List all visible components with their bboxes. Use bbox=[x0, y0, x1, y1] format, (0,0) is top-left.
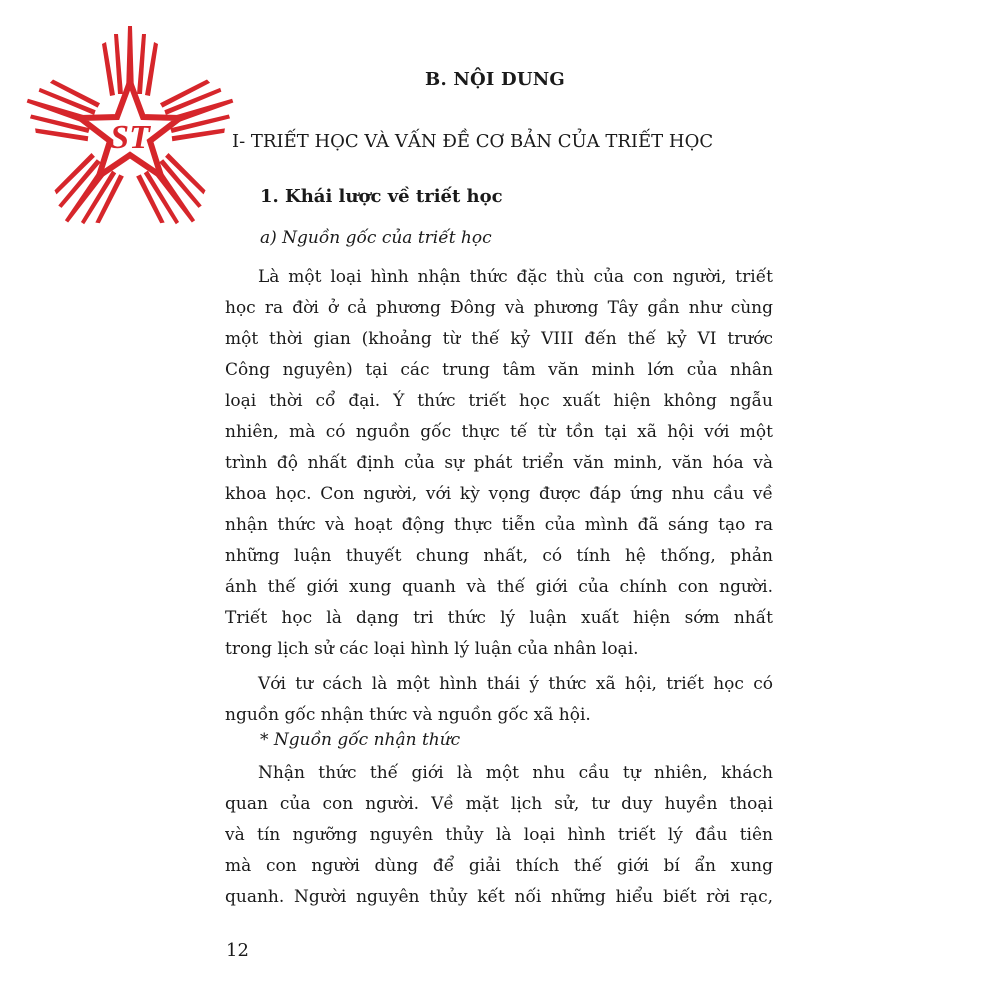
st-star-logo bbox=[18, 22, 243, 247]
paragraph-social-form bbox=[225, 669, 773, 731]
paragraph-cognitive-origin bbox=[225, 758, 773, 913]
text-line: Với tư cách là một hình thái ý thức xã hội, triết học có bbox=[258, 674, 773, 694]
text-line: những luận thuyết chung nhất, có tính hệ thống, phản bbox=[225, 546, 773, 566]
text-line: quanh. Người nguyên thủy kết nối những hiểu biết rời rạc, bbox=[225, 887, 773, 907]
page-number: 12 bbox=[226, 940, 249, 961]
text-line: Công nguyên) tại các trung tâm văn minh lớn của nhân bbox=[225, 360, 773, 380]
text-line: một thời gian (khoảng từ thế kỷ VIII đến thế kỷ VI trước bbox=[225, 329, 773, 349]
text-line: nhận thức và hoạt động thực tiễn của mình đã sáng tạo ra bbox=[225, 515, 773, 535]
text-line: loại thời cổ đại. Ý thức triết học xuất hiện không ngẫu bbox=[225, 391, 773, 411]
subsection-heading: 1. Khái lược về triết học bbox=[260, 186, 503, 207]
text-line: ánh thế giới xung quanh và thế giới của chính con người. bbox=[225, 577, 773, 597]
text-line: và tín ngưỡng nguyên thủy là loại hình triết lý đầu tiên bbox=[225, 825, 773, 845]
text-line: quan của con người. Về mặt lịch sử, tư duy huyền thoại bbox=[225, 794, 773, 814]
text-line: nguồn gốc nhận thức và nguồn gốc xã hội. bbox=[225, 705, 591, 725]
section-title: B. NỘI DUNG bbox=[425, 69, 565, 90]
text-line: trình độ nhất định của sự phát triển văn minh, văn hóa và bbox=[225, 453, 773, 473]
text-line: Là một loại hình nhận thức đặc thù của con người, triết bbox=[258, 267, 773, 287]
text-line: Nhận thức thế giới là một nhu cầu tự nhiên, khách bbox=[258, 763, 773, 783]
text-line: nhiên, mà có nguồn gốc thực tế từ tồn tại xã hội với một bbox=[225, 422, 773, 442]
text-line: Triết học là dạng tri thức lý luận xuất hiện sớm nhất bbox=[225, 608, 773, 628]
bullet-heading: * Nguồn gốc nhận thức bbox=[260, 730, 461, 750]
chapter-heading: I- TRIẾT HỌC VÀ VẤN ĐỀ CƠ BẢN CỦA TRIẾT HỌC bbox=[232, 131, 714, 152]
text-line: khoa học. Con người, với kỳ vọng được đáp ứng nhu cầu về bbox=[225, 484, 773, 504]
text-line: học ra đời ở cả phương Đông và phương Tây gần như cùng bbox=[225, 298, 773, 318]
text-line: trong lịch sử các loại hình lý luận của nhân loại. bbox=[225, 639, 639, 659]
paragraph-origin-of-philosophy bbox=[225, 262, 773, 665]
text-line: mà con người dùng để giải thích thế giới bí ẩn xung bbox=[225, 856, 773, 876]
svg-text:ST: ST bbox=[110, 119, 150, 156]
subsubsection-heading: a) Nguồn gốc của triết học bbox=[260, 228, 492, 248]
